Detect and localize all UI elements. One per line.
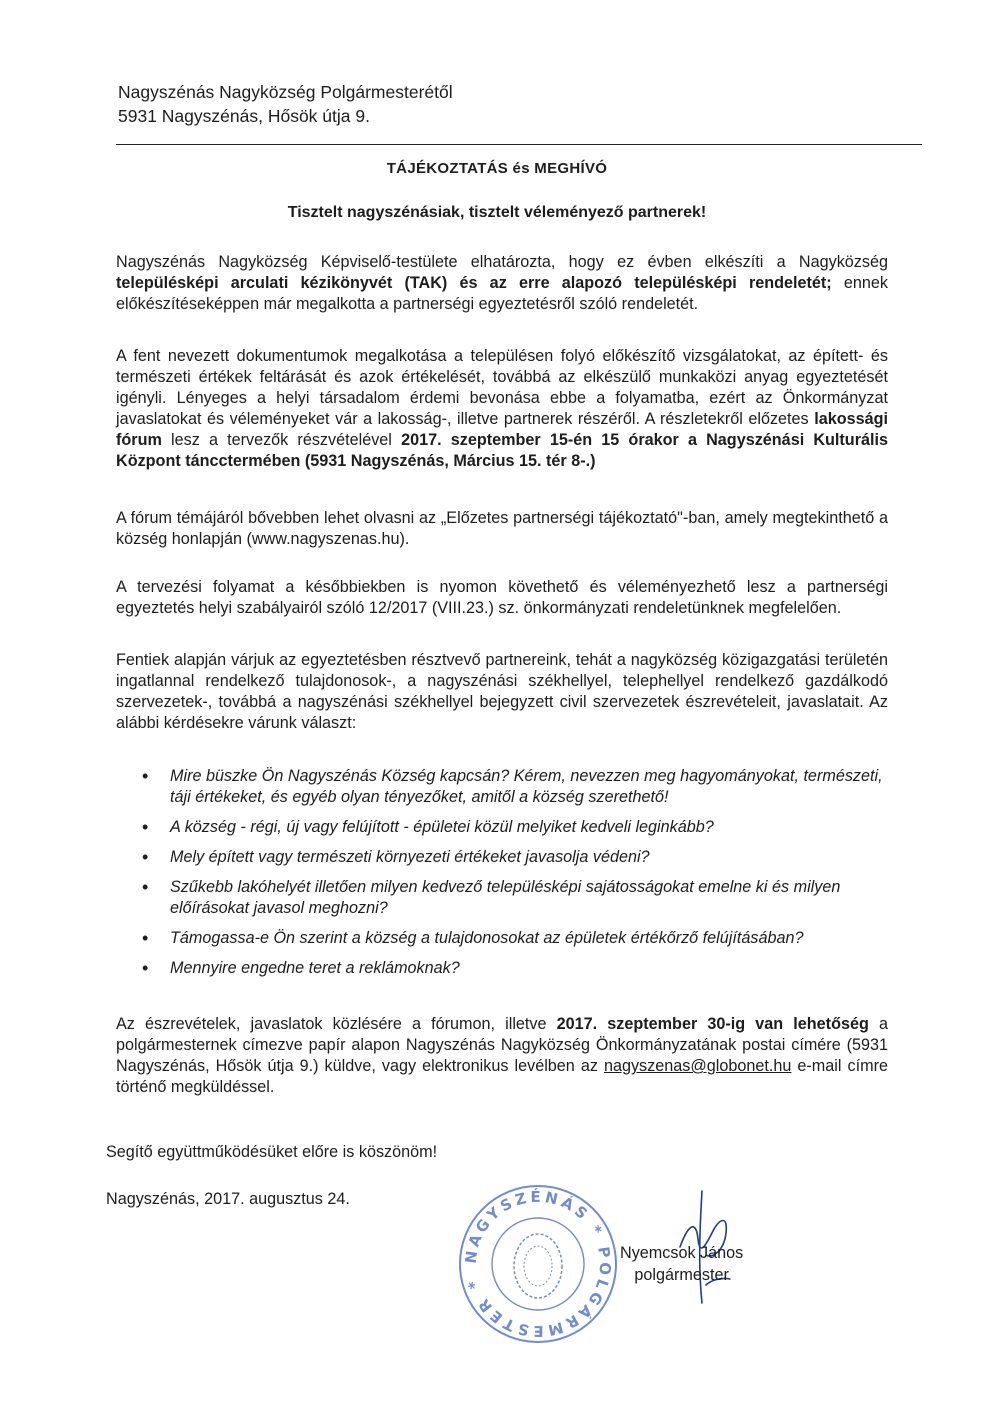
letter-date: Nagyszénás, 2017. augusztus 24. <box>106 1190 350 1208</box>
signatory <box>620 1242 743 1286</box>
official-stamp-icon <box>454 1180 622 1348</box>
emphasis-text: 2017. szeptember 15-én 15 órakor a Nagyszénási Kulturális Központ táncctermében (5931 Nagyszénás, Március 15. tér 8-.) <box>116 431 888 470</box>
list-item: • Mire büszke Ön Nagyszénás Község kapcsán? Kérem, nevezzen meg hagyományokat, természeti, táji értékeket, és egyéb olyan tényezőket, amitől a község szerethető! <box>140 766 888 808</box>
list-item: • Támogassa-e Ön szerint a község a tulajdonosokat az épületek értékőrző felújításában? <box>140 928 888 949</box>
emphasis-text: településképi arculati kézikönyvét (TAK) és az erre alapozó településképi rendeletét; <box>116 274 832 292</box>
paragraph-intro <box>116 252 888 315</box>
paragraph-partners: Fentiek alapján várjuk az egyeztetésben résztvevő partnereink, tehát a nagyközség közigazgatási területén ingatlannal rendelkező tulajdonosok-, a nagyszénási székhellyel, telephellyel rendelkező gazdálkodó szervezetek-, továbbá a nagyszénási székhellyel bejegyzett civil szervezetek észrevételeit, javaslatait. Az alábbi kérdésekre várunk választ: <box>116 651 888 732</box>
letterhead-sender: Nagyszénás Nagyközség Polgármesterétől <box>118 82 453 102</box>
document-title: TÁJÉKOZTATÁS és MEGHÍVÓ <box>386 160 608 177</box>
svg-text:NAGYSZÉNÁS * POLGÁRMESTER *: NAGYSZÉNÁS * POLGÁRMESTER * <box>461 1187 615 1341</box>
paragraph-regulation: A tervezési folyamat a későbbiekben is nyomon követhető és véleményezhető lesz a partnerségi egyeztetés helyi szabályairól szóló 12/2017 (VIII.23.) sz. önkormányzati rendeletünknek megfelelően. <box>116 578 888 617</box>
list-item: • Szűkebb lakóhelyét illetően milyen kedvező településképi sajátosságokat emelne ki és milyen előírásokat javasol meghozni? <box>140 877 888 919</box>
list-item: • Mely épített vagy természeti környezeti értékeket javasolja védeni? <box>140 847 888 868</box>
paragraph-text: a polgármesternek címezve papír alapon Nagyszénás Nagyközség Önkormányzatának postai címére (5931 Nagyszénás, Hősök útja 9.) küldve, vagy elektronikus levélben az <box>116 1015 888 1075</box>
paragraph-website: A fórum témájáról bővebben lehet olvasni az „Előzetes partnerségi tájékoztató"-ban, amely megtekinthető a község honlapján (www.nagyszenas.hu). <box>116 509 888 548</box>
question-list <box>140 766 888 988</box>
paragraph-text: ennek előkészítéseképpen már megalkotta a partnerségi egyeztetésről szóló rendeletét. <box>116 274 888 313</box>
paragraph-text: lesz a tervezők részvételével <box>161 431 402 449</box>
signatory-role: polgármester <box>634 1266 729 1284</box>
paragraph-text: Nagyszénás Nagyközség Képviselő-testülete elhatározta, hogy ez évben elkészíti a Nagyközség <box>116 253 888 271</box>
paragraph-text: e-mail címre történő megküldéssel. <box>116 1057 888 1096</box>
closing-thanks: Segítő együttműködésüket előre is köszönöm! <box>106 1143 438 1161</box>
salutation: Tisztelt nagyszénásiak, tisztelt véleményező partnerek! <box>287 204 707 221</box>
list-item: • Mennyire engedne teret a reklámoknak? <box>140 958 888 979</box>
emphasis-text: 2017. szeptember 30-ig van lehetőség <box>556 1015 869 1033</box>
paragraph-text: A fent nevezett dokumentumok megalkotása a településen folyó előkészítő vizsgálatokat, az épített- és természeti értékek feltárását és azok értékelését, továbbá az elkészülő munkaközi anyag egyeztetését igényli. Lényeges a helyi társadalom érdemi bevonása ebbe a folyamatba, ezért az Önkormányzat javaslatokat és véleményeket vár a lakosság-, illetve partnerek részéről. A részletekről előzetes <box>116 347 888 428</box>
paragraph-text: Az észrevételek, javaslatok közlésére a fórumon, illetve <box>116 1015 557 1033</box>
letterhead-address: 5931 Nagyszénás, Hősök útja 9. <box>118 106 370 126</box>
header-divider <box>116 144 922 145</box>
paragraph-forum <box>116 346 888 472</box>
paragraph-submission <box>116 1014 888 1098</box>
emphasis-text: lakossági fórum <box>116 410 888 449</box>
signatory-name: Nyemcsok János <box>620 1244 744 1262</box>
email-link[interactable]: nagyszenas@globonet.hu <box>603 1057 792 1075</box>
list-item: • A község - régi, új vagy felújított - épületei közül melyiket kedveli leginkább? <box>140 817 888 838</box>
letterhead <box>118 80 453 128</box>
